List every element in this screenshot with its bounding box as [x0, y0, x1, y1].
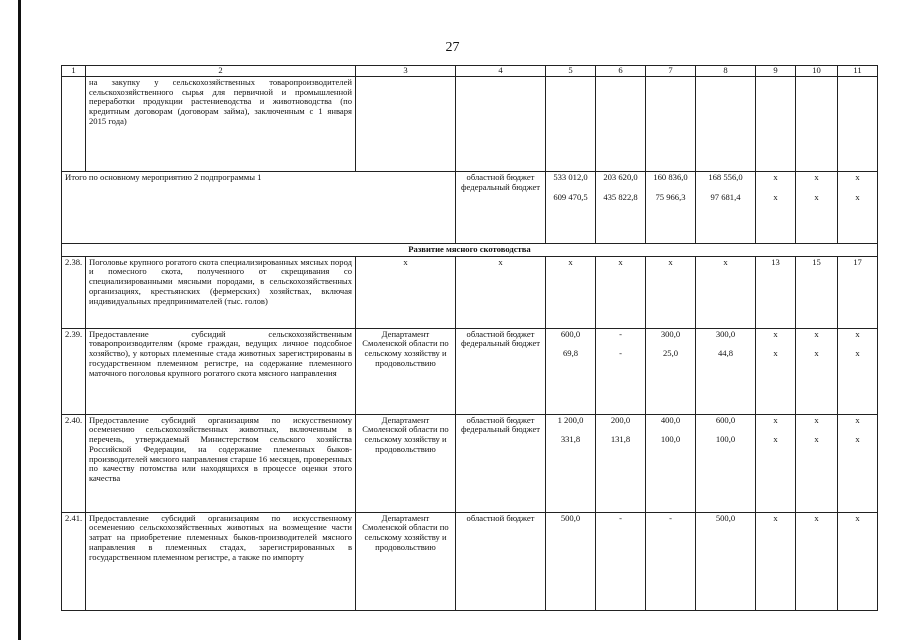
- amount: 25,0: [662, 348, 679, 359]
- table-row: [62, 256, 878, 328]
- budget-source: федеральный бюджет: [460, 181, 541, 192]
- row-description: Предоставление субсидий сельскохозяйственным товаропроизводителям (кроме граждан, ведущих личное подсобное хозяйство), у которых племенные стада животных зарегистрированы в государственном племенном регистре, на содержание племенного маточного поголовья крупного рогатого скота мясного направления: [86, 328, 356, 414]
- amount: 609 470,5: [553, 191, 588, 202]
- row-number: 2.41.: [62, 512, 86, 610]
- indicator: x: [814, 191, 819, 202]
- row-number: 2.38.: [62, 256, 86, 328]
- budget-source: областной бюджет: [466, 328, 535, 339]
- indicator: x: [855, 434, 860, 445]
- amount: 44,8: [717, 348, 734, 359]
- row-description: Предоставление субсидий организациям по искусственному осеменению сельскохозяйственных животных на возмещение части затрат на приобретение племенных быков-производителей мясного направления в племенных стадах, зарегистрированных в государственном племенном регистре, а также по импорту: [86, 512, 356, 610]
- indicator: x: [855, 328, 860, 339]
- amount: 1 200,0: [557, 414, 584, 425]
- indicator: x: [773, 348, 778, 359]
- amount: 100,0: [660, 434, 681, 445]
- col-header: 2: [86, 66, 356, 77]
- amount: 500,0: [696, 512, 756, 610]
- amount: 600,0: [560, 328, 581, 339]
- indicator: x: [756, 512, 796, 610]
- table-row: [62, 512, 878, 610]
- indicator: 15: [796, 256, 838, 328]
- indicator: x: [855, 414, 860, 425]
- col-header: 6: [596, 66, 646, 77]
- section-title: Развитие мясного скотоводства: [62, 244, 878, 257]
- indicator: x: [814, 414, 819, 425]
- amount: -: [619, 328, 622, 339]
- amount: 75 966,3: [655, 191, 686, 202]
- row-executor: x: [356, 256, 456, 328]
- amount: 203 620,0: [603, 172, 638, 182]
- col-header: 5: [546, 66, 596, 77]
- row-executor: Департамент Смоленской области по сельскому хозяйству и продовольствию: [356, 328, 456, 414]
- program-table: [61, 65, 878, 611]
- amount: -: [619, 348, 622, 359]
- amount: 400,0: [660, 414, 681, 425]
- row-description: Предоставление субсидий организациям по искусственному осеменению сельскохозяйственных животных, включенным в перечень, утверждаемый Министерством сельского хозяйства Российской Федерации, на содержание племенных быков-производителей мясного направления старше 16 месяцев, проверенных по качеству потомства или находящихся в процессе оценки этого качества: [86, 414, 356, 512]
- row-number: 2.40.: [62, 414, 86, 512]
- amount: x: [546, 256, 596, 328]
- row-source: x: [456, 256, 546, 328]
- amount: 533 012,0: [553, 172, 588, 182]
- indicator: x: [773, 172, 778, 182]
- col-header: 8: [696, 66, 756, 77]
- amount: 131,8: [610, 434, 631, 445]
- indicator: x: [773, 434, 778, 445]
- amount: 331,8: [560, 434, 581, 445]
- budget-source: федеральный бюджет: [460, 338, 541, 349]
- indicator: x: [773, 328, 778, 339]
- col-header: 11: [838, 66, 878, 77]
- col-header: 4: [456, 66, 546, 77]
- amount: 500,0: [546, 512, 596, 610]
- indicator: x: [773, 414, 778, 425]
- budget-source: федеральный бюджет: [460, 424, 541, 435]
- indicator: x: [814, 172, 819, 182]
- indicator: x: [855, 172, 860, 182]
- amount: 100,0: [715, 434, 736, 445]
- indicator: x: [814, 434, 819, 445]
- indicator: x: [855, 191, 860, 202]
- amount: 97 681,4: [710, 191, 741, 202]
- indicator: x: [814, 348, 819, 359]
- amount: -: [646, 512, 696, 610]
- page-number: 27: [445, 40, 460, 55]
- amount: -: [596, 512, 646, 610]
- total-label: Итого по основному мероприятию 2 подпрограммы 1: [62, 172, 456, 244]
- section-row: [62, 244, 878, 257]
- indicator: x: [838, 512, 878, 610]
- carry-over-row: [62, 77, 878, 172]
- row-executor: Департамент Смоленской области по сельскому хозяйству и продовольствию: [356, 512, 456, 610]
- amount: 160 836,0: [653, 172, 688, 182]
- indicator: 13: [756, 256, 796, 328]
- col-header: 9: [756, 66, 796, 77]
- amount: x: [696, 256, 756, 328]
- amount: 600,0: [715, 414, 736, 425]
- page-left-border: [18, 0, 21, 640]
- amount: 435 822,8: [603, 191, 638, 202]
- total-row: [62, 172, 878, 244]
- column-number-row: [62, 66, 878, 77]
- budget-source: областной бюджет: [466, 172, 535, 182]
- amount: 200,0: [610, 414, 631, 425]
- carry-over-text: на закупку у сельскохозяйственных товаропроизводителей сельскохозяйственного сырья для первичной и промышленной переработки продукции растениеводства и животноводства (по кредитным договорам (договорам займа), заключенным с 1 января 2015 года): [86, 77, 356, 172]
- table-row: [62, 414, 878, 512]
- amount: 168 556,0: [708, 172, 743, 182]
- indicator: x: [773, 191, 778, 202]
- budget-source: областной бюджет: [466, 512, 535, 523]
- budget-source: областной бюджет: [466, 414, 535, 425]
- amount: x: [596, 256, 646, 328]
- table-row: [62, 328, 878, 414]
- indicator: x: [796, 512, 838, 610]
- indicator: 17: [838, 256, 878, 328]
- amount: 300,0: [715, 328, 736, 339]
- row-executor: Департамент Смоленской области по сельскому хозяйству и продовольствию: [356, 414, 456, 512]
- indicator: x: [855, 348, 860, 359]
- amount: x: [646, 256, 696, 328]
- indicator: x: [814, 328, 819, 339]
- col-header: 10: [796, 66, 838, 77]
- col-header: 7: [646, 66, 696, 77]
- row-number: 2.39.: [62, 328, 86, 414]
- amount: 69,8: [562, 348, 579, 359]
- amount: 300,0: [660, 328, 681, 339]
- row-description: Поголовье крупного рогатого скота специализированных мясных пород и помесного скота, полученного от скрещивания со специализированными мясными породами, в сельскохозяйственных организациях, крестьянских (фермерских) хозяйствах, включая индивидуальных предпринимателей (тыс. голов): [86, 256, 356, 328]
- col-header: 1: [62, 66, 86, 77]
- col-header: 3: [356, 66, 456, 77]
